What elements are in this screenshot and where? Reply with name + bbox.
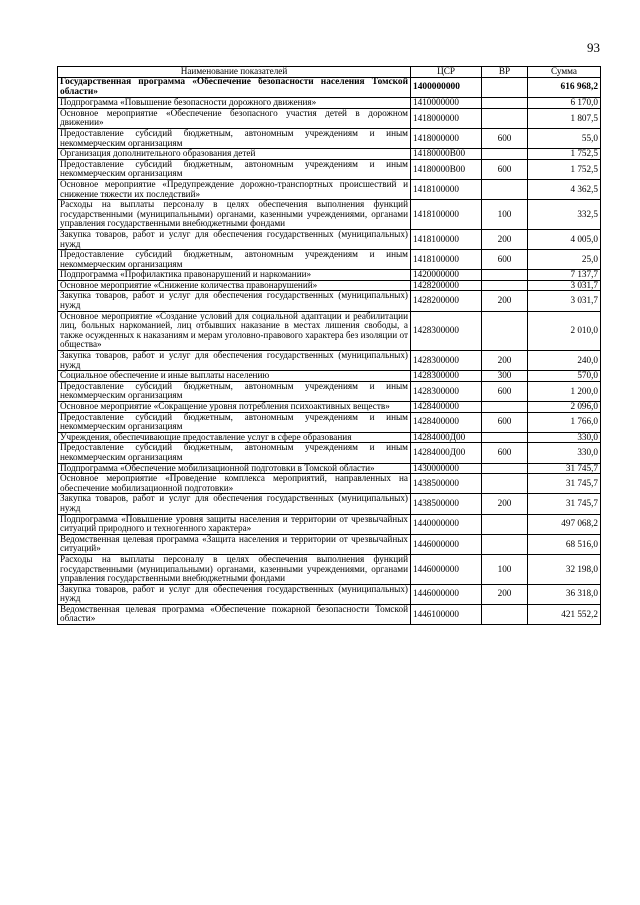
row-csr-cell: 14284000Д00: [411, 443, 482, 463]
table-row: [58, 229, 601, 249]
table-row: [58, 412, 601, 432]
row-sum-cell: 7 137,7: [528, 270, 601, 281]
row-csr-cell: 1428300000: [411, 371, 482, 382]
row-name-cell: Закупка товаров, работ и услуг для обеспечения государственных (муниципальных) нужд: [58, 584, 411, 604]
row-name-cell: Ведомственная целевая программа «Обеспечение пожарной безопасности Томской области»: [58, 604, 411, 624]
row-csr-cell: 1446000000: [411, 554, 482, 584]
row-sum-cell: 332,5: [528, 200, 601, 230]
row-vr-cell: [482, 108, 528, 128]
row-sum-cell: 616 968,2: [528, 78, 601, 98]
row-name-cell: Предоставление субсидий бюджетным, автономным учреждениям и иным некоммерческим организациям: [58, 159, 411, 179]
row-name-cell: Предоставление субсидий бюджетным, автономным учреждениям и иным некоммерческим организациям: [58, 443, 411, 463]
table-row: [58, 584, 601, 604]
row-vr-cell: 600: [482, 250, 528, 270]
row-sum-cell: 31 745,7: [528, 463, 601, 474]
table-body: [58, 78, 601, 625]
row-name-cell: Предоставление субсидий бюджетным, автономным учреждениям и иным некоммерческим организациям: [58, 128, 411, 148]
row-vr-cell: 200: [482, 494, 528, 514]
row-csr-cell: 1418100000: [411, 229, 482, 249]
row-vr-cell: [482, 149, 528, 160]
table-row: [58, 463, 601, 474]
row-sum-cell: 4 005,0: [528, 229, 601, 249]
header-csr: ЦСР: [411, 67, 482, 78]
row-csr-cell: 14180000В00: [411, 159, 482, 179]
row-sum-cell: 4 362,5: [528, 179, 601, 199]
row-name-cell: Предоставление субсидий бюджетным, автономным учреждениям и иным некоммерческим организациям: [58, 250, 411, 270]
row-sum-cell: 3 031,7: [528, 291, 601, 311]
page-number: 93: [587, 40, 600, 55]
row-name-cell: Расходы на выплаты персоналу в целях обеспечения выполнения функций государственными (муниципальными) органами, казенными учреждениями, органами управления государственными внебюджетными фондами: [58, 554, 411, 584]
row-csr-cell: 1428300000: [411, 311, 482, 350]
table-row: [58, 280, 601, 291]
table-row: [58, 514, 601, 534]
row-sum-cell: 68 516,0: [528, 534, 601, 554]
row-name-cell: Основное мероприятие «Сокращение уровня потребления психоактивных веществ»: [58, 402, 411, 413]
row-sum-cell: 55,0: [528, 128, 601, 148]
row-csr-cell: 1428200000: [411, 291, 482, 311]
row-csr-cell: 1438500000: [411, 494, 482, 514]
row-csr-cell: 1438500000: [411, 474, 482, 494]
row-vr-cell: 200: [482, 291, 528, 311]
row-csr-cell: 1418100000: [411, 200, 482, 230]
row-name-cell: Подпрограмма «Профилактика правонарушений и наркомании»: [58, 270, 411, 281]
table-row: [58, 311, 601, 350]
row-vr-cell: 100: [482, 554, 528, 584]
table-row: [58, 98, 601, 109]
table-row: [58, 159, 601, 179]
table-row: [58, 474, 601, 494]
row-vr-cell: 600: [482, 412, 528, 432]
row-csr-cell: 1428300000: [411, 351, 482, 371]
table-row: [58, 179, 601, 199]
row-vr-cell: [482, 270, 528, 281]
row-csr-cell: 1446100000: [411, 604, 482, 624]
row-vr-cell: 200: [482, 229, 528, 249]
row-name-cell: Основное мероприятие «Предупреждение дорожно-транспортных происшествий и снижение тяжести их последствий»: [58, 179, 411, 199]
row-name-cell: Предоставление субсидий бюджетным, автономным учреждениям и иным некоммерческим организациям: [58, 381, 411, 401]
row-name-cell: Закупка товаров, работ и услуг для обеспечения государственных (муниципальных) нужд: [58, 291, 411, 311]
row-name-cell: Организация дополнительного образования детей: [58, 149, 411, 160]
table-row: [58, 149, 601, 160]
row-csr-cell: 1446000000: [411, 534, 482, 554]
row-name-cell: Подпрограмма «Обеспечение мобилизационной подготовки в Томской области»: [58, 463, 411, 474]
table-row: [58, 432, 601, 443]
row-csr-cell: 1418100000: [411, 250, 482, 270]
row-sum-cell: 1 807,5: [528, 108, 601, 128]
row-name-cell: Социальное обеспечение и иные выплаты населению: [58, 371, 411, 382]
row-csr-cell: 1418000000: [411, 108, 482, 128]
row-vr-cell: 600: [482, 381, 528, 401]
row-sum-cell: 3 031,7: [528, 280, 601, 291]
row-vr-cell: [482, 179, 528, 199]
row-sum-cell: 330,0: [528, 432, 601, 443]
row-csr-cell: 1428400000: [411, 412, 482, 432]
row-sum-cell: 1 752,5: [528, 149, 601, 160]
table-row: [58, 351, 601, 371]
row-csr-cell: 1428200000: [411, 280, 482, 291]
table-header: [58, 67, 601, 78]
row-sum-cell: 570,0: [528, 371, 601, 382]
row-sum-cell: 32 198,0: [528, 554, 601, 584]
row-csr-cell: 1440000000: [411, 514, 482, 534]
row-vr-cell: [482, 78, 528, 98]
table-row: [58, 534, 601, 554]
row-vr-cell: 300: [482, 371, 528, 382]
row-name-cell: Закупка товаров, работ и услуг для обеспечения государственных (муниципальных) нужд: [58, 494, 411, 514]
table-row: [58, 371, 601, 382]
table-row: [58, 270, 601, 281]
row-sum-cell: 1 752,5: [528, 159, 601, 179]
row-vr-cell: [482, 463, 528, 474]
row-csr-cell: 1428400000: [411, 402, 482, 413]
row-name-cell: Ведомственная целевая программа «Защита населения и территории от чрезвычайных ситуаций»: [58, 534, 411, 554]
row-vr-cell: 600: [482, 443, 528, 463]
budget-table: [57, 66, 601, 625]
row-csr-cell: 1428300000: [411, 381, 482, 401]
row-csr-cell: 1410000000: [411, 98, 482, 109]
table-row: [58, 128, 601, 148]
row-sum-cell: 421 552,2: [528, 604, 601, 624]
row-sum-cell: 1 200,0: [528, 381, 601, 401]
row-name-cell: Государственная программа «Обеспечение безопасности населения Томской области»: [58, 78, 411, 98]
table-row: [58, 78, 601, 98]
table-row: [58, 494, 601, 514]
row-csr-cell: 1400000000: [411, 78, 482, 98]
row-sum-cell: 2 010,0: [528, 311, 601, 350]
row-vr-cell: [482, 432, 528, 443]
table-row: [58, 108, 601, 128]
row-sum-cell: 25,0: [528, 250, 601, 270]
table-row: [58, 381, 601, 401]
table-row: [58, 604, 601, 624]
row-vr-cell: 600: [482, 128, 528, 148]
row-sum-cell: 6 170,0: [528, 98, 601, 109]
row-csr-cell: 1418100000: [411, 179, 482, 199]
row-name-cell: Основное мероприятие «Проведение комплекса мероприятий, направленных на обеспечение мобилизационной подготовки»: [58, 474, 411, 494]
row-name-cell: Основное мероприятие «Обеспечение безопасного участия детей в дорожном движении»: [58, 108, 411, 128]
row-name-cell: Предоставление субсидий бюджетным, автономным учреждениям и иным некоммерческим организациям: [58, 412, 411, 432]
row-sum-cell: 2 096,0: [528, 402, 601, 413]
row-vr-cell: [482, 402, 528, 413]
row-name-cell: Основное мероприятие «Создание условий для социальной адаптации и реабилитации лиц, больных наркоманией, лиц отбывших наказание в местах лишения свободы, а также осужденных к наказаниям и мерам уголовно-правового характера без изоляции от общества»: [58, 311, 411, 350]
row-sum-cell: 1 766,0: [528, 412, 601, 432]
row-name-cell: Закупка товаров, работ и услуг для обеспечения государственных (муниципальных) нужд: [58, 351, 411, 371]
row-vr-cell: [482, 280, 528, 291]
row-vr-cell: [482, 604, 528, 624]
row-sum-cell: 240,0: [528, 351, 601, 371]
table-row: [58, 200, 601, 230]
row-sum-cell: 36 318,0: [528, 584, 601, 604]
row-csr-cell: 1420000000: [411, 270, 482, 281]
table-row: [58, 402, 601, 413]
row-vr-cell: [482, 534, 528, 554]
row-sum-cell: 31 745,7: [528, 494, 601, 514]
row-vr-cell: 200: [482, 584, 528, 604]
header-name: Наименование показателей: [58, 67, 411, 78]
table-row: [58, 554, 601, 584]
header-sum: Сумма: [528, 67, 601, 78]
row-csr-cell: 1446000000: [411, 584, 482, 604]
row-sum-cell: 330,0: [528, 443, 601, 463]
table-row: [58, 443, 601, 463]
row-name-cell: Подпрограмма «Повышение уровня защиты населения и территории от чрезвычайных ситуаций природного и техногенного характера»: [58, 514, 411, 534]
row-name-cell: Подпрограмма «Повышение безопасности дорожного движения»: [58, 98, 411, 109]
header-row: [58, 67, 601, 78]
row-vr-cell: 600: [482, 159, 528, 179]
row-vr-cell: 100: [482, 200, 528, 230]
row-name-cell: Закупка товаров, работ и услуг для обеспечения государственных (муниципальных) нужд: [58, 229, 411, 249]
table-row: [58, 250, 601, 270]
row-csr-cell: 1418000000: [411, 128, 482, 148]
row-csr-cell: 1430000000: [411, 463, 482, 474]
row-sum-cell: 497 068,2: [528, 514, 601, 534]
header-vr: ВР: [482, 67, 528, 78]
row-csr-cell: 14180000В00: [411, 149, 482, 160]
row-name-cell: Основное мероприятие «Снижение количества правонарушений»: [58, 280, 411, 291]
row-name-cell: Расходы на выплаты персоналу в целях обеспечения выполнения функций государственными (муниципальными) органами, казенными учреждениями, органами управления государственными внебюджетными фондами: [58, 200, 411, 230]
table-row: [58, 291, 601, 311]
row-csr-cell: 14284000Д00: [411, 432, 482, 443]
row-vr-cell: [482, 98, 528, 109]
row-vr-cell: [482, 311, 528, 350]
row-vr-cell: [482, 474, 528, 494]
row-sum-cell: 31 745,7: [528, 474, 601, 494]
row-vr-cell: [482, 514, 528, 534]
row-vr-cell: 200: [482, 351, 528, 371]
row-name-cell: Учреждения, обеспечивающие предоставление услуг в сфере образования: [58, 432, 411, 443]
